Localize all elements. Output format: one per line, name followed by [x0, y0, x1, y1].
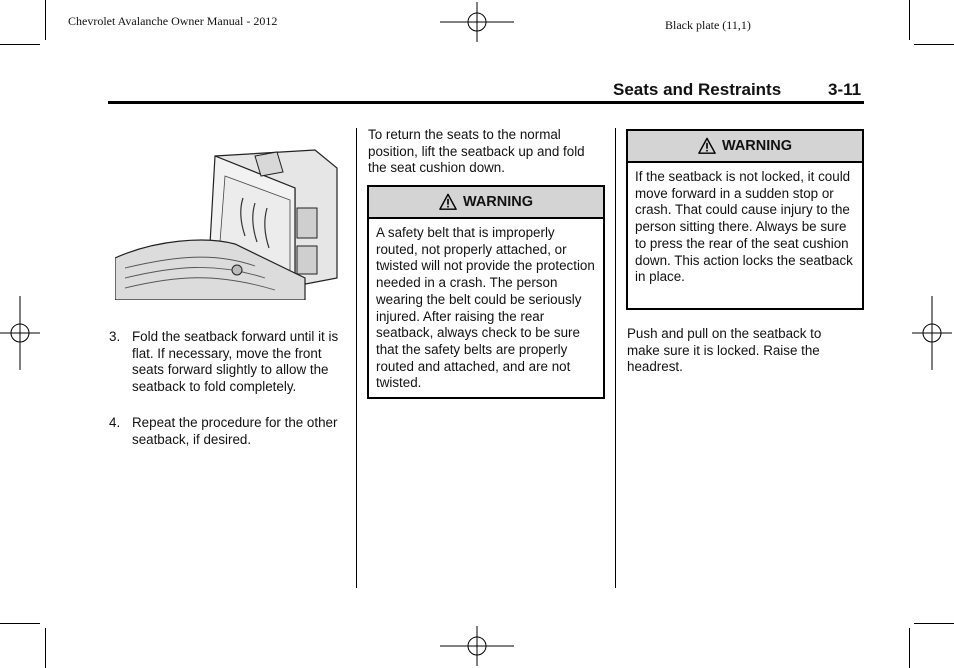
- lock-check-paragraph: Push and pull on the seatback to make sure it is locked. Raise the headrest.: [627, 326, 822, 375]
- step-number: 4.: [109, 415, 121, 430]
- crop-mark-top-left-h: [0, 44, 40, 45]
- header-rule: [108, 101, 864, 104]
- crop-mark-bottom-left-v: [45, 628, 46, 668]
- column-divider-right: [615, 128, 616, 588]
- warning-triangle-icon: [439, 193, 457, 211]
- crop-mark-bottom-left-h: [0, 623, 40, 624]
- registration-mark-bottom-icon: [440, 626, 514, 666]
- rear-seat-folding-illustration-icon: [115, 148, 339, 300]
- warning-box-belt: [367, 185, 605, 399]
- crop-mark-bottom-right-v: [909, 628, 910, 668]
- page-number: 3-11: [828, 80, 862, 99]
- list-item: [109, 415, 349, 451]
- warning-box-seatback: [626, 129, 864, 310]
- crop-mark-bottom-right-h: [914, 623, 954, 624]
- warning-triangle-icon: [698, 137, 716, 155]
- list-item: [109, 329, 349, 413]
- return-seats-paragraph: To return the seats to the normal position, lift the seatback up and fold the seat cushion down.: [368, 127, 585, 176]
- step-number: 3.: [109, 329, 121, 344]
- warning-header: [369, 187, 603, 219]
- crop-mark-top-right-h: [914, 44, 954, 45]
- registration-mark-right-icon: [912, 296, 952, 370]
- warning-header: [628, 131, 862, 163]
- registration-mark-top-icon: [440, 2, 514, 42]
- crop-mark-top-right-v: [909, 0, 910, 40]
- warning-text: If the seatback is not locked, it could move forward in a sudden stop or crash. That could cause injury to the person sitting there. Always be sure to press the rear of the seat cushion down. This action locks the seatback in place.: [635, 169, 853, 285]
- column-divider-left: [356, 128, 357, 588]
- plate-label: Black plate (11,1): [665, 18, 751, 32]
- step-text: Fold the seatback forward until it is flat. If necessary, move the front seats forward slightly to allow the seatback to fold completely.: [132, 329, 339, 395]
- crop-mark-top-left-v: [45, 0, 46, 40]
- registration-mark-left-icon: [0, 296, 40, 370]
- warning-text: A safety belt that is improperly routed, not properly attached, or twisted will not provide the protection needed in a crash. The person wearing the belt could be seriously injured. After raising the rear seatback, always check to be sure that the safety belts are properly routed and attached, and are not twisted.: [376, 225, 595, 391]
- section-title: Seats and Restraints: [613, 80, 782, 99]
- step-text: Repeat the procedure for the other seatback, if desired.: [132, 415, 338, 447]
- warning-label: WARNING: [721, 138, 793, 154]
- warning-label: WARNING: [462, 194, 534, 210]
- manual-title: Chevrolet Avalanche Owner Manual - 2012: [68, 14, 278, 28]
